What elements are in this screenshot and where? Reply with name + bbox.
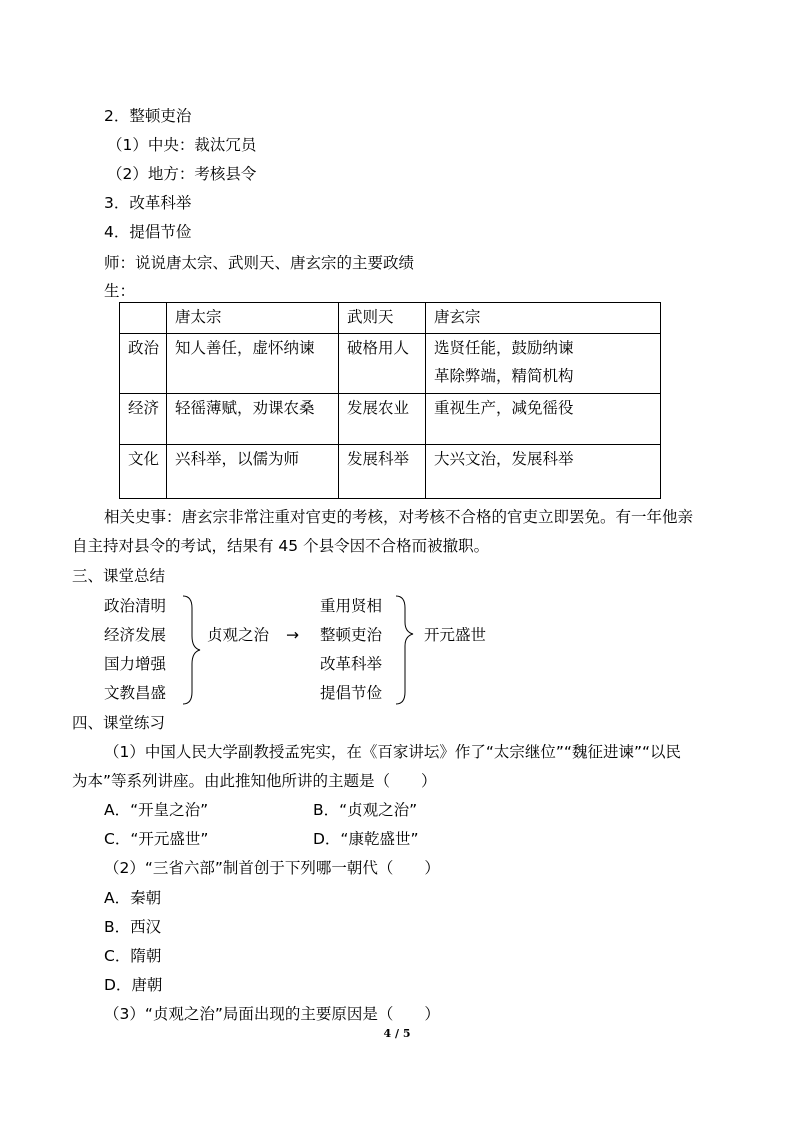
summary-heading: 三、课堂总结 <box>72 567 166 585</box>
item-4: 4．提倡节俭 <box>104 223 192 241</box>
option-d: D．“康乾盛世” <box>313 830 419 848</box>
table-cell-category: 经济 <box>120 394 167 445</box>
table-header-empty <box>120 303 167 334</box>
option-a: A．“开皇之治” <box>104 801 209 819</box>
option-d: D．唐朝 <box>104 976 163 994</box>
history-line-2: 自主持对县令的考试，结果有 45 个县令因不合格而被撤职。 <box>72 537 490 555</box>
arrow-icon: → <box>286 626 299 644</box>
table-cell-category: 政治 <box>120 334 167 394</box>
item-2-sub-1: （1）中央：裁汰冗员 <box>107 136 257 154</box>
table-cell: 重视生产，减免徭役 <box>426 394 661 445</box>
item-3: 3．改革科举 <box>104 194 192 212</box>
summary-middle-item: 重用贤相 <box>320 597 383 615</box>
summary-left-item: 政治清明 <box>104 597 167 615</box>
history-line-1: 相关史事：唐玄宗非常注重对官吏的考核，对考核不合格的官吏立即罢免。有一年他亲 <box>104 508 694 526</box>
item-2: 2．整顿吏治 <box>104 107 192 125</box>
table-cell: 知人善任，虚怀纳谏 <box>167 334 339 394</box>
table-row <box>120 394 661 445</box>
summary-left-item: 文教昌盛 <box>104 684 167 702</box>
summary-middle-item: 整顿吏治 <box>320 626 383 644</box>
option-c: C．“开元盛世” <box>104 830 209 848</box>
question-2: （2）“三省六部”制首创于下列哪一朝代（ ） <box>104 859 440 877</box>
table-cell: 发展农业 <box>339 394 426 445</box>
table-cell-category: 文化 <box>120 445 167 499</box>
item-2-sub-2: （2）地方：考核县令 <box>107 165 257 183</box>
table-row <box>120 334 661 394</box>
summary-middle-item: 提倡节俭 <box>320 684 383 702</box>
option-a: A．秦朝 <box>104 889 162 907</box>
table-row <box>120 445 661 499</box>
right-brace-icon <box>180 594 202 706</box>
table-header-wu-zetian: 武则天 <box>339 303 426 334</box>
table-header-tang-xuanzong: 唐玄宗 <box>426 303 661 334</box>
page-number: 4 / 5 <box>383 1027 411 1040</box>
question-3: （3）“贞观之治”局面出现的主要原因是（ ） <box>104 1005 440 1023</box>
right-brace-icon <box>393 594 415 706</box>
summary-left-item: 经济发展 <box>104 626 167 644</box>
cell-line: 选贤任能，鼓励纳谏 <box>434 339 574 357</box>
table-header-row <box>120 303 661 334</box>
summary-right: 开元盛世 <box>424 626 487 644</box>
summary-center: 贞观之治 <box>207 626 270 644</box>
cell-line: 革除弊端，精简机构 <box>434 367 574 385</box>
option-b: B．“贞观之治” <box>313 801 418 819</box>
student-label: 生： <box>104 282 136 300</box>
achievements-table <box>119 302 661 499</box>
teacher-prompt: 师：说说唐太宗、武则天、唐玄宗的主要政绩 <box>104 254 415 272</box>
summary-middle-item: 改革科举 <box>320 655 383 673</box>
exercise-heading: 四、课堂练习 <box>72 714 166 732</box>
table-cell: 破格用人 <box>339 334 426 394</box>
table-cell <box>426 334 661 394</box>
option-c: C．隋朝 <box>104 947 162 965</box>
question-1-line-2: 为本”等系列讲座。由此推知他所讲的主题是（ ） <box>72 772 437 790</box>
option-b: B．西汉 <box>104 918 162 936</box>
summary-left-item: 国力增强 <box>104 655 167 673</box>
table-cell: 轻徭薄赋，劝课农桑 <box>167 394 339 445</box>
table-cell: 大兴文治，发展科举 <box>426 445 661 499</box>
table-cell: 兴科举，以儒为师 <box>167 445 339 499</box>
table-cell: 发展科举 <box>339 445 426 499</box>
question-1-line-1: （1）中国人民大学副教授孟宪实，在《百家讲坛》作了“太宗继位”“魏征进谏”“以民 <box>104 743 682 761</box>
table-header-tang-taizong: 唐太宗 <box>167 303 339 334</box>
